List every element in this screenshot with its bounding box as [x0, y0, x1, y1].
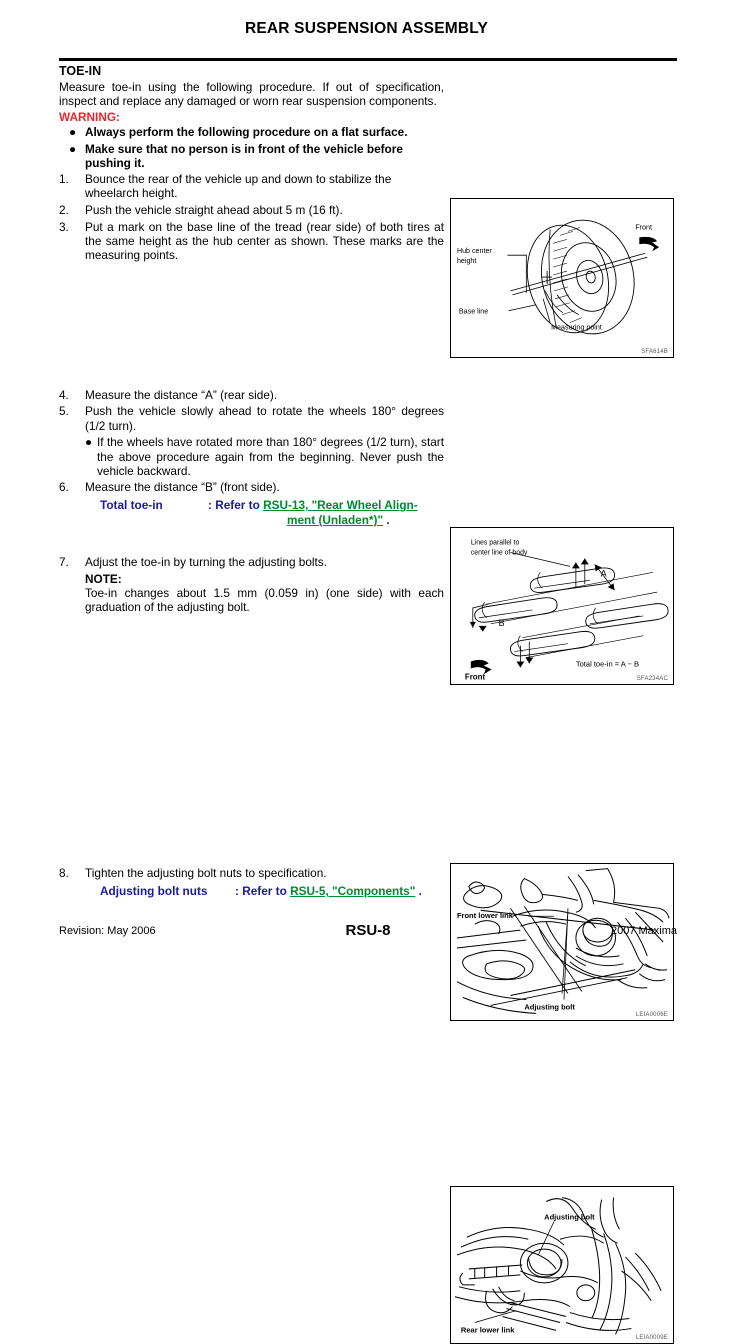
step-item — [59, 220, 444, 263]
figure-id: LEIA0006E — [635, 1012, 668, 1018]
step-text: Measure the distance “A” (rear side). — [85, 387, 278, 402]
label-front-lower-link: Front lower link — [456, 911, 513, 921]
label-front: Front — [635, 223, 652, 232]
label-a: A — [600, 568, 607, 579]
footer-page-number: RSU-8 — [345, 922, 391, 939]
figure-1-drawing — [451, 199, 673, 357]
warning-label: WARNING: — [59, 110, 120, 125]
label-b: B — [498, 617, 505, 628]
step-number: 4. — [59, 387, 69, 402]
link-rsu5[interactable]: RSU-5, "Components" — [290, 884, 416, 899]
step-number: 8. — [59, 866, 69, 880]
label-adjusting-bolt: Adjusting bolt — [524, 1002, 575, 1012]
step-item — [59, 172, 444, 200]
label-height: height — [456, 257, 477, 266]
step-item — [59, 404, 444, 432]
spec-prefix: : Refer to — [235, 884, 291, 899]
step-text: Push the vehicle straight ahead about 5 m (16 ft). — [85, 202, 343, 217]
label-front: Front — [464, 672, 486, 682]
figure-toein-geometry — [450, 527, 674, 685]
warning-text: Make sure that no person is in front of the vehicle before pushing it. — [85, 141, 403, 170]
spec-adjusting-bolt-nuts — [59, 884, 444, 899]
label-lines-parallel-2: center line of body — [470, 549, 528, 557]
header-rule — [59, 58, 677, 61]
figure-id: LEIA0009E — [635, 1335, 668, 1341]
warning-bullet — [59, 125, 444, 139]
step-text: Measure the distance “B” (front side). — [85, 479, 280, 494]
bullet-dot-icon: ● — [85, 435, 93, 450]
step-text: Bounce the rear of the vehicle up and down to stabilize the wheelarch height. — [85, 172, 392, 201]
bullet-dot-icon: ● — [69, 125, 77, 140]
label-lines-parallel-1: Lines parallel to — [470, 539, 520, 547]
spec-value — [208, 498, 444, 527]
bullet-dot-icon: ● — [69, 141, 77, 156]
step-sub-bullet — [59, 435, 444, 478]
label-measuring-point: Measuring point — [551, 323, 602, 332]
spec-label: Adjusting bolt nuts — [100, 884, 208, 899]
intro-paragraph: Measure toe-in using the following procedure. If out of specification, inspect and replace any damaged or worn rear suspension components. — [59, 80, 444, 109]
step-text: Adjust the toe-in by turning the adjusting bolts. — [85, 555, 327, 570]
figure-2-drawing — [451, 528, 673, 684]
link-rsu13[interactable]: RSU-13, "Rear Wheel Align- — [263, 498, 418, 513]
step-item — [59, 203, 444, 217]
step-item — [59, 480, 444, 494]
figure-4-drawing — [451, 1187, 673, 1343]
step-text: Push the vehicle slowly ahead to rotate the wheels 180° degrees (1/2 turn). — [85, 404, 444, 433]
note-label: NOTE: — [85, 572, 122, 587]
page-title: REAR SUSPENSION ASSEMBLY — [244, 20, 489, 37]
step-text: Tighten the adjusting bolt nuts to specification. — [85, 866, 327, 880]
section-heading: TOE-IN — [59, 64, 102, 78]
spec-prefix: : Refer to — [208, 498, 264, 513]
step-number: 7. — [59, 555, 69, 570]
figure-spacer — [59, 527, 444, 555]
label-formula: Total toe-in = A − B — [575, 659, 639, 669]
figure-tire-measuring-point — [450, 198, 674, 358]
sub-bullet-text: If the wheels have rotated more than 180° degrees (1/2 turn), start the above procedure again from the beginning. Never push the vehicle backward. — [97, 435, 444, 478]
link-rsu13-cont[interactable]: ment (Unladen*)" — [287, 512, 384, 527]
label-hub-center: Hub center — [456, 247, 492, 256]
step8-block — [59, 866, 444, 899]
step-number: 6. — [59, 479, 69, 494]
spec-suffix: . — [415, 884, 422, 899]
note-text: Toe-in changes about 1.5 mm (0.059 in) (one side) with each graduation of the adjusting bolt. — [85, 586, 444, 615]
warning-bullet — [59, 142, 444, 170]
step-item — [59, 555, 444, 569]
figure-id: SFA234AC — [636, 676, 668, 682]
footer-revision: Revision: May 2006 — [59, 925, 156, 937]
label-base-line: Base line — [458, 307, 489, 316]
footer-model: 2007 Maxima — [610, 925, 677, 937]
step-number: 1. — [59, 172, 69, 187]
step-item — [59, 866, 444, 880]
spec-label: Total toe-in — [100, 498, 163, 513]
figure-rear-lower-link — [450, 1186, 674, 1344]
step-number: 5. — [59, 404, 69, 419]
label-rear-lower-link: Rear lower link — [460, 1325, 515, 1335]
page-footer — [59, 922, 677, 945]
note-block — [59, 572, 444, 614]
spec-total-toein — [59, 498, 444, 527]
figure-id: SFA614B — [641, 349, 668, 355]
step-number: 2. — [59, 202, 69, 217]
text-column — [59, 64, 444, 615]
warning-text: Always perform the following procedure on a flat surface. — [85, 125, 408, 140]
spec-suffix: . — [383, 512, 390, 527]
figure-spacer — [59, 265, 444, 388]
step-item — [59, 388, 444, 402]
step-text: Put a mark on the base line of the tread (rear side) of both tires at the same height as the hub center as shown. These marks are the measuring points. — [85, 219, 444, 263]
step-number: 3. — [59, 219, 69, 234]
label-adjusting-bolt: Adjusting bolt — [544, 1212, 595, 1222]
spec-value — [235, 884, 444, 899]
